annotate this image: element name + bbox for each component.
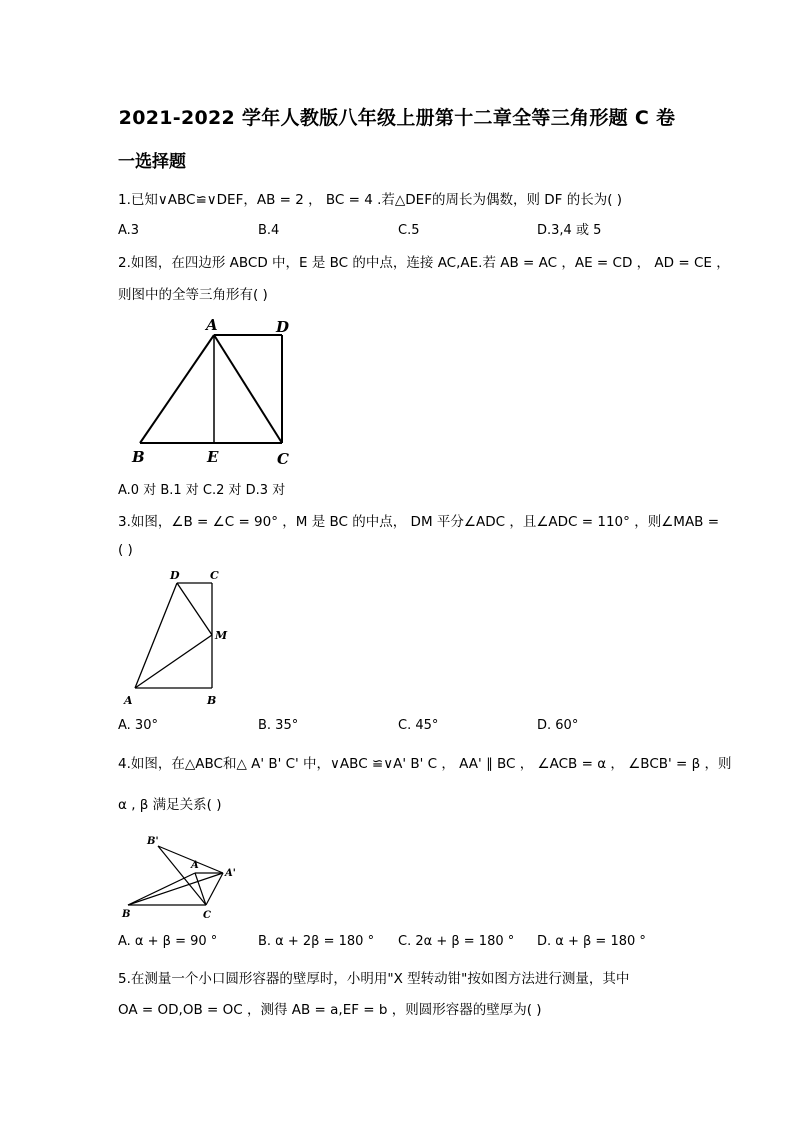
question-4-figure <box>118 828 258 920</box>
label-b: B <box>132 448 145 466</box>
option-d: D. 60° <box>537 718 579 733</box>
question-2-line-1: 2.如图，在四边形 ABCD 中，E 是 BC 的中点，连接 AC,AE.若 AB = AC ，AE = CD ， AD = CE ， <box>118 255 730 271</box>
question-5-line-2: OA = OD,OB = OC ，测得 AB = a,EF = b ，则圆形容器的壁厚为( ) <box>118 1002 542 1018</box>
label-ap: A' <box>225 868 236 879</box>
question-5-line-1: 5.在测量一个小口圆形容器的壁厚时，小明用"X 型转动钳"按如图方法进行测量，其中 <box>118 971 630 987</box>
question-2-figure <box>125 312 305 468</box>
label-a: A <box>206 316 218 334</box>
label-bp: B' <box>147 836 159 847</box>
segment-ad <box>135 583 177 688</box>
label-b: B <box>122 909 131 920</box>
option-b: B.4 <box>258 223 280 238</box>
option-a: A. 30° <box>118 718 158 733</box>
question-1-options <box>118 219 601 238</box>
question-4-line-2: α , β 满足关系( ) <box>118 797 222 813</box>
label-c: C <box>277 450 289 468</box>
option-d: D. α + β = 180 ° <box>537 934 646 949</box>
question-2-options: A.0 对 B.1 对 C.2 对 D.3 对 <box>118 483 286 498</box>
option-b: B. α + 2β = 180 ° <box>258 934 375 949</box>
label-e: E <box>207 448 219 466</box>
option-a: A.3 <box>118 223 140 238</box>
question-3-line-2: ( ) <box>118 542 133 558</box>
question-3-figure <box>118 566 238 708</box>
option-b: B. 35° <box>258 718 299 733</box>
document-title: 2021-2022 学年人教版八年级上册第十二章全等三角形题 C 卷 <box>118 107 676 129</box>
segment-dm <box>177 583 212 635</box>
question-3-options <box>118 718 578 733</box>
option-a: A. α + β = 90 ° <box>118 934 218 949</box>
option-d: D.3,4 或 5 <box>537 223 602 238</box>
option-c: C. 2α + β = 180 ° <box>398 934 515 949</box>
segment-ac <box>214 335 282 443</box>
label-d: D <box>276 318 290 336</box>
question-1-text: 1.已知∨ABC≌∨DEF，AB = 2 ， BC = 4 .若△DEF的周长为偶数，则 DF 的长为( ) <box>118 192 623 208</box>
segment-bpc <box>158 846 206 905</box>
label-a: A <box>191 860 199 871</box>
label-b: B <box>207 694 217 707</box>
question-4-options <box>118 934 646 949</box>
label-m: M <box>215 629 228 642</box>
segment-am <box>135 635 212 688</box>
segment-ab <box>140 335 214 443</box>
question-4-line-1: 4.如图，在△ABC和△ A' B' C' 中，∨ABC ≌∨A' B' C ， AA' ∥ BC ， ∠ACB = α ， ∠BCB' = β ，则 <box>118 756 732 772</box>
label-d: D <box>170 569 180 582</box>
label-a: A <box>124 694 133 707</box>
option-c: C.5 <box>398 223 420 238</box>
label-c: C <box>203 910 211 920</box>
question-2-line-2: 则图中的全等三角形有( ) <box>118 287 268 303</box>
section-heading: 一选择题 <box>118 152 186 172</box>
question-3-line-1: 3.如图，∠B = ∠C = 90° ，M 是 BC 的中点， DM 平分∠ADC ，且∠ADC = 110° ，则∠MAB = <box>118 514 720 530</box>
segment-ba <box>128 873 195 905</box>
label-c: C <box>210 569 219 582</box>
option-c: C. 45° <box>398 718 439 733</box>
segment-ac <box>195 873 206 905</box>
